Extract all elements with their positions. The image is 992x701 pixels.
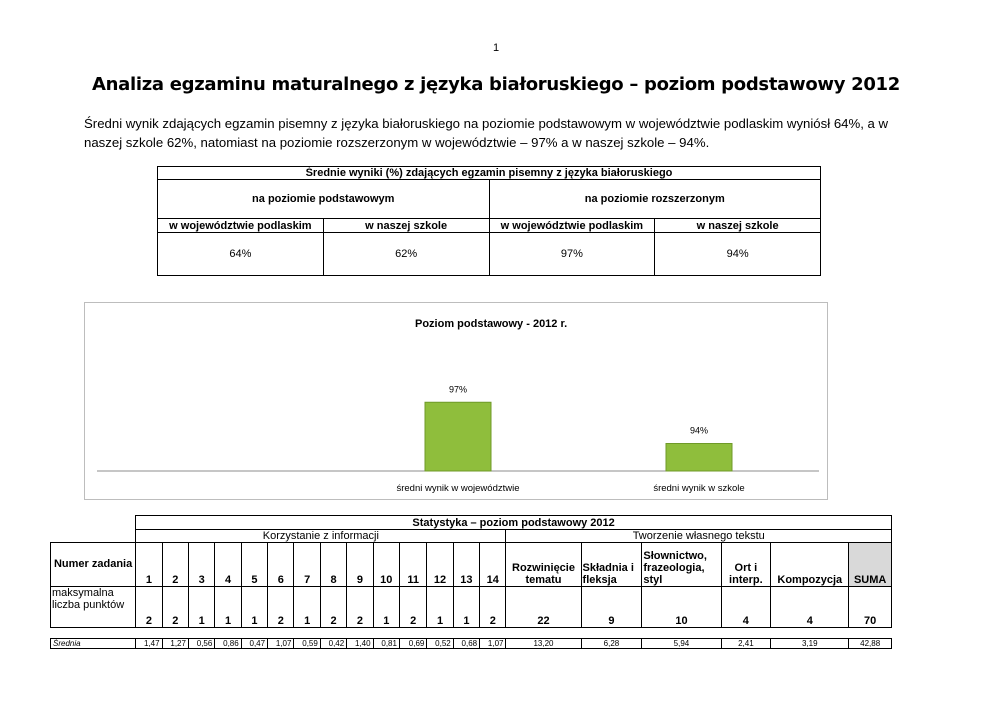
average-cell: 0,42: [320, 639, 346, 649]
task-number-cell: 1: [136, 543, 162, 587]
task-number-cell: 10: [373, 543, 399, 587]
average-cell: 1,07: [480, 639, 506, 649]
task-number-cell: 12: [427, 543, 453, 587]
summary-table: [157, 166, 821, 276]
max-points-cell: 2: [320, 587, 346, 628]
region-header: w województwie podlaskim: [489, 219, 655, 233]
stats-title: Statystyka – poziom podstawowy 2012: [136, 516, 892, 530]
max-points-cell: 2: [347, 587, 373, 628]
summary-value: 97%: [489, 233, 655, 276]
max-points-cell: 1: [215, 587, 241, 628]
max-points-cell: 1: [427, 587, 453, 628]
bar-data-label: 97%: [448, 384, 468, 395]
average-cell: 1,07: [268, 639, 294, 649]
task-number-label: Numer zadania: [51, 543, 136, 587]
region-header: w naszej szkole: [655, 219, 821, 233]
max-points-cell: 10: [642, 587, 721, 628]
criterion-header: Słownictwo, frazeologia, styl: [642, 543, 721, 587]
average-cell: 0,86: [215, 639, 241, 649]
task-number-cell: 5: [241, 543, 267, 587]
average-cell: 1,40: [347, 639, 373, 649]
average-cell: 0,68: [453, 639, 479, 649]
task-number-cell: 13: [453, 543, 479, 587]
average-cell: 1,27: [162, 639, 188, 649]
max-points-cell: 1: [188, 587, 214, 628]
average-cell: 0,56: [188, 639, 214, 649]
average-cell: 0,59: [294, 639, 320, 649]
summary-value: 94%: [655, 233, 821, 276]
task-number-cell: 8: [320, 543, 346, 587]
level-basic-header: na poziomie podstawowym: [158, 180, 490, 219]
average-cell: 1,47: [136, 639, 162, 649]
max-points-cell: 4: [771, 587, 849, 628]
chart-title: Poziom podstawowy - 2012 r.: [415, 318, 568, 330]
task-number-cell: 4: [215, 543, 241, 587]
intro-paragraph: Średni wynik zdających egzamin pisemny z języka białoruskiego na poziomie podstawowym w województwie podlaskim wyniósł 64%, a w naszej szkole 62%, natomiast na poziomie rozszerzonym w województwie – 97% a w naszej szkole – 94%.: [84, 116, 889, 150]
task-number-cell: 11: [399, 543, 426, 587]
group-text-header: Tworzenie własnego tekstu: [506, 530, 892, 543]
average-cell: 0,52: [427, 639, 453, 649]
task-number-cell: 6: [268, 543, 294, 587]
average-cell: 2,41: [721, 639, 771, 649]
average-cell: 13,20: [506, 639, 581, 649]
summary-value: 62%: [323, 233, 489, 276]
task-number-cell: 9: [347, 543, 373, 587]
average-cell: 0,69: [399, 639, 426, 649]
max-points-cell: 2: [268, 587, 294, 628]
category-label: średni wynik w województwie: [396, 483, 520, 494]
summary-value: 64%: [158, 233, 324, 276]
task-number-cell: 7: [294, 543, 320, 587]
task-number-cell: 2: [162, 543, 188, 587]
bar-data-label: 94%: [689, 425, 709, 436]
average-cell: 0,47: [241, 639, 267, 649]
group-info-header: Korzystanie z informacji: [136, 530, 506, 543]
average-cell: 42,88: [849, 639, 892, 649]
category-label: średni wynik w szkole: [653, 483, 745, 494]
chart-marks: [97, 384, 819, 494]
average-cell: 5,94: [642, 639, 721, 649]
suma-header: SUMA: [849, 543, 892, 587]
criterion-header: Składnia i fleksja: [581, 543, 642, 587]
max-points-cell: 2: [480, 587, 506, 628]
task-number-cell: 14: [480, 543, 506, 587]
chart-bar: [425, 402, 491, 471]
average-cell: 3,19: [771, 639, 849, 649]
max-points-cell: 22: [506, 587, 581, 628]
criterion-header: Ort i interp.: [721, 543, 771, 587]
document-title: Analiza egzaminu maturalnego z języka białoruskiego – poziom podstawowy 2012: [91, 74, 901, 95]
chart-bar: [666, 444, 732, 472]
max-points-label: maksymalna liczba punktów: [51, 587, 136, 628]
max-points-cell: 9: [581, 587, 642, 628]
criterion-header: Rozwinięcie tematu: [506, 543, 581, 587]
max-points-cell: 1: [453, 587, 479, 628]
average-label: Średnia: [51, 639, 136, 649]
criterion-header: Kompozycja: [771, 543, 849, 587]
region-header: w naszej szkole: [323, 219, 489, 233]
summary-table-title: Średnie wyniki (%) zdających egzamin pisemny z języka białoruskiego: [158, 167, 821, 180]
max-points-cell: 2: [162, 587, 188, 628]
chart-svg: [85, 303, 827, 499]
task-number-cell: 3: [188, 543, 214, 587]
max-points-cell: 2: [399, 587, 426, 628]
region-header: w województwie podlaskim: [158, 219, 324, 233]
max-points-cell: 70: [849, 587, 892, 628]
max-points-cell: 1: [294, 587, 320, 628]
max-points-cell: 2: [136, 587, 162, 628]
page-number: 1: [492, 42, 500, 54]
average-cell: 6,28: [581, 639, 642, 649]
max-points-cell: 1: [373, 587, 399, 628]
max-points-cell: 1: [241, 587, 267, 628]
level-extended-header: na poziomie rozszerzonym: [489, 180, 821, 219]
bar-chart: [84, 302, 828, 500]
statistics-table: [50, 515, 892, 649]
max-points-cell: 4: [721, 587, 771, 628]
average-cell: 0,81: [373, 639, 399, 649]
